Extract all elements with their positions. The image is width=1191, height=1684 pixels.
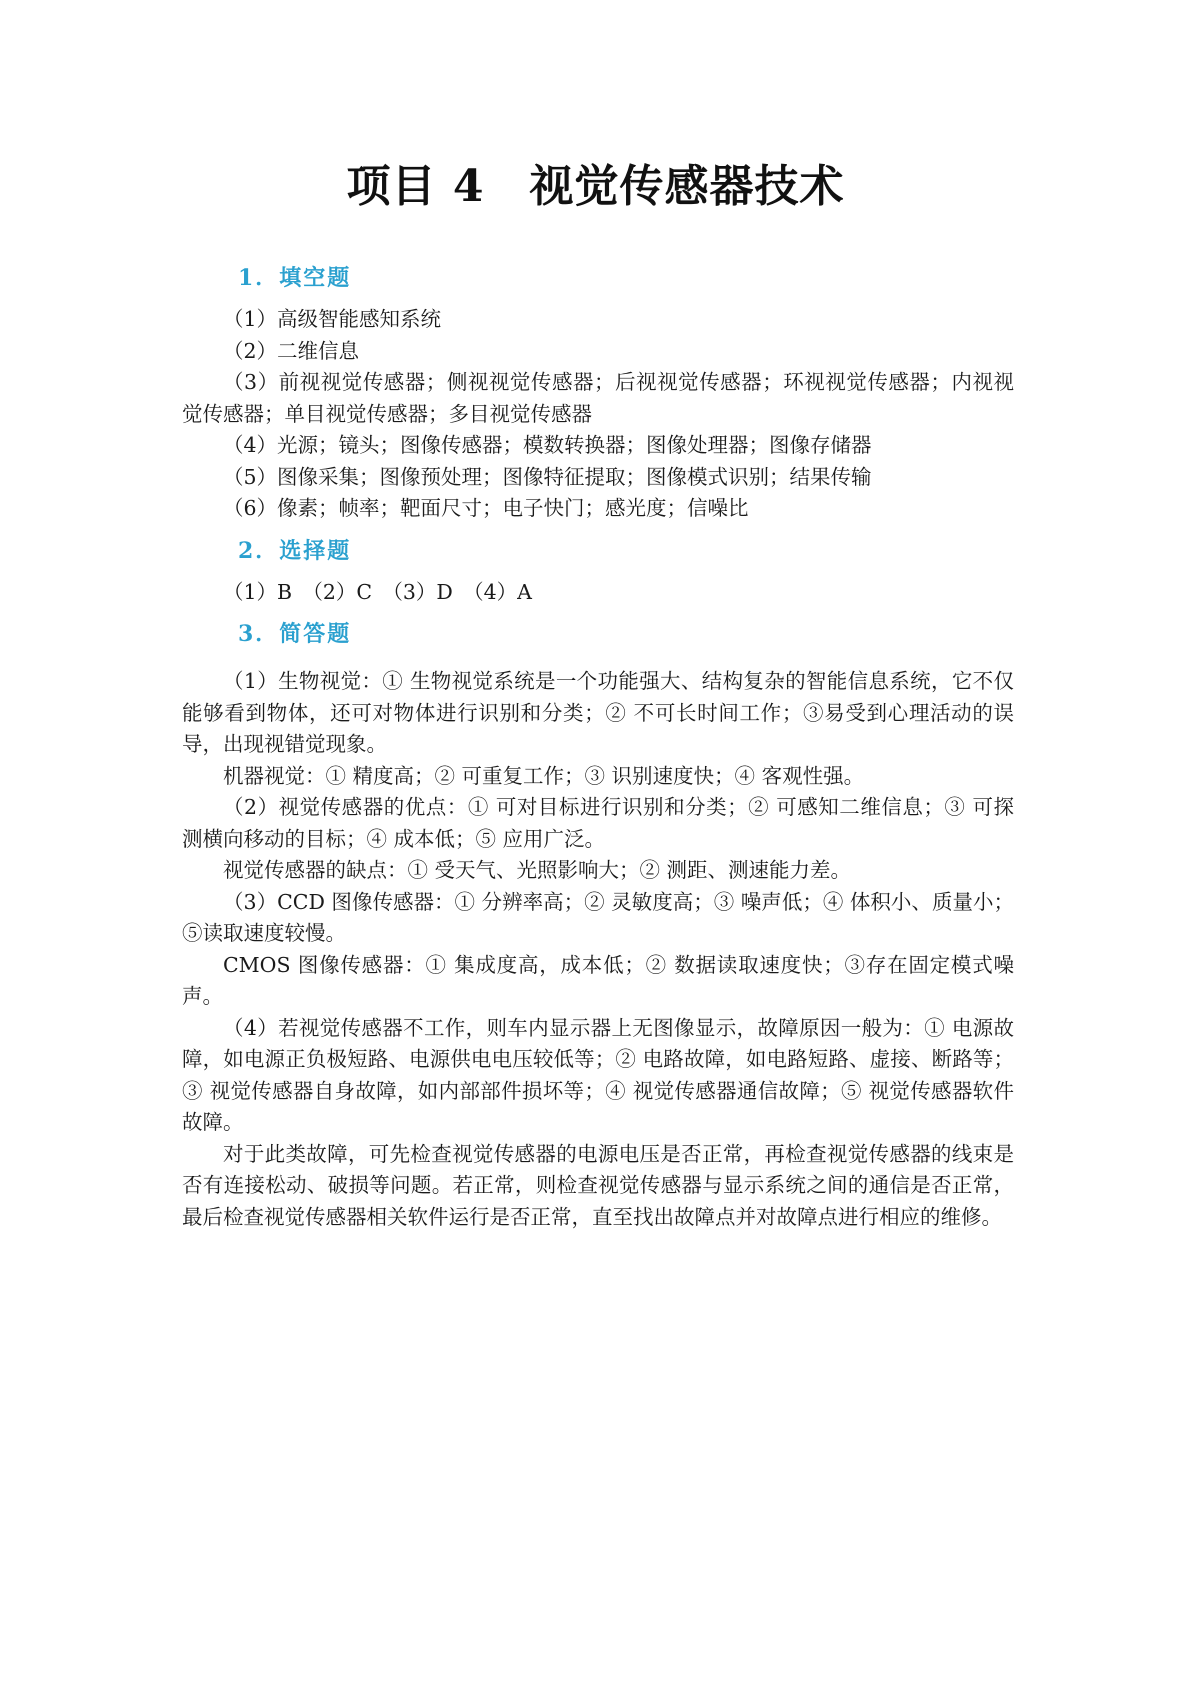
page-title: 项目 4 视觉传感器技术 [346, 161, 845, 212]
answer-paragraph: （1）B （2）C （3）D （4）A [223, 579, 532, 604]
section-heading-short-answer: 3．简答题 [238, 621, 352, 647]
answer-content [182, 258, 1014, 1233]
answer-paragraph: CMOS 图像传感器：① 集成度高，成本低；② 数据读取速度快；③存在固定模式噪声。 [182, 952, 1014, 1008]
answer-paragraph: （1）生物视觉：① 生物视觉系统是一个功能强大、结构复杂的智能信息系统，它不仅能够看到物体，还可对物体进行识别和分类；② 不可长时间工作；③易受到心理活动的误导，出现视错觉现象。 [182, 669, 1014, 756]
answer-paragraph: （1）高级智能感知系统 [223, 307, 442, 331]
answer-paragraph: （4）若视觉传感器不工作，则车内显示器上无图像显示，故障原因一般为：① 电源故障，如电源正负极短路、电源供电电压较低等；② 电路故障，如电路短路、虚接、断路等；③ 视觉传感器自身故障，如内部部件损坏等；④ 视觉传感器通信故障；⑤ 视觉传感器软件故障。 [182, 1015, 1014, 1134]
answer-paragraph: （3）CCD 图像传感器：① 分辨率高；② 灵敏度高；③ 噪声低；④ 体积小、质量小；⑤读取速度较慢。 [182, 889, 1014, 945]
answer-paragraph: （2）视觉传感器的优点：① 可对目标进行识别和分类；② 可感知二维信息；③ 可探测横向移动的目标；④ 成本低；⑤ 应用广泛。 [182, 795, 1014, 851]
answer-paragraph: 视觉传感器的缺点：① 受天气、光照影响大；② 测距、测速能力差。 [223, 858, 852, 882]
answer-paragraph: （5）图像采集；图像预处理；图像特征提取；图像模式识别；结果传输 [223, 464, 872, 489]
answer-paragraph: 对于此类故障，可先检查视觉传感器的电源电压是否正常，再检查视觉传感器的线束是否有连接松动、破损等问题。若正常，则检查视觉传感器与显示系统之间的通信是否正常，最后检查视觉传感器相关软件运行是否正常，直至找出故障点并对故障点进行相应的维修。 [182, 1141, 1014, 1229]
answer-paragraph: （4）光源；镜头；图像传感器；模数转换器；图像处理器；图像存储器 [223, 433, 872, 457]
answer-paragraph: （6）像素；帧率；靶面尺寸；电子快门；感光度；信噪比 [223, 496, 749, 520]
answer-paragraph: （2）二维信息 [223, 338, 360, 363]
section-heading-fill-blank: 1．填空题 [238, 265, 352, 291]
answer-paragraph: （3）前视视觉传感器；侧视视觉传感器；后视视觉传感器；环视视觉传感器；内视视觉传感器；单目视觉传感器；多目视觉传感器 [182, 370, 1014, 426]
answer-paragraph: 机器视觉：① 精度高；② 可重复工作；③ 识别速度快；④ 客观性强。 [223, 763, 865, 788]
section-heading-multiple-choice: 2．选择题 [238, 537, 352, 564]
